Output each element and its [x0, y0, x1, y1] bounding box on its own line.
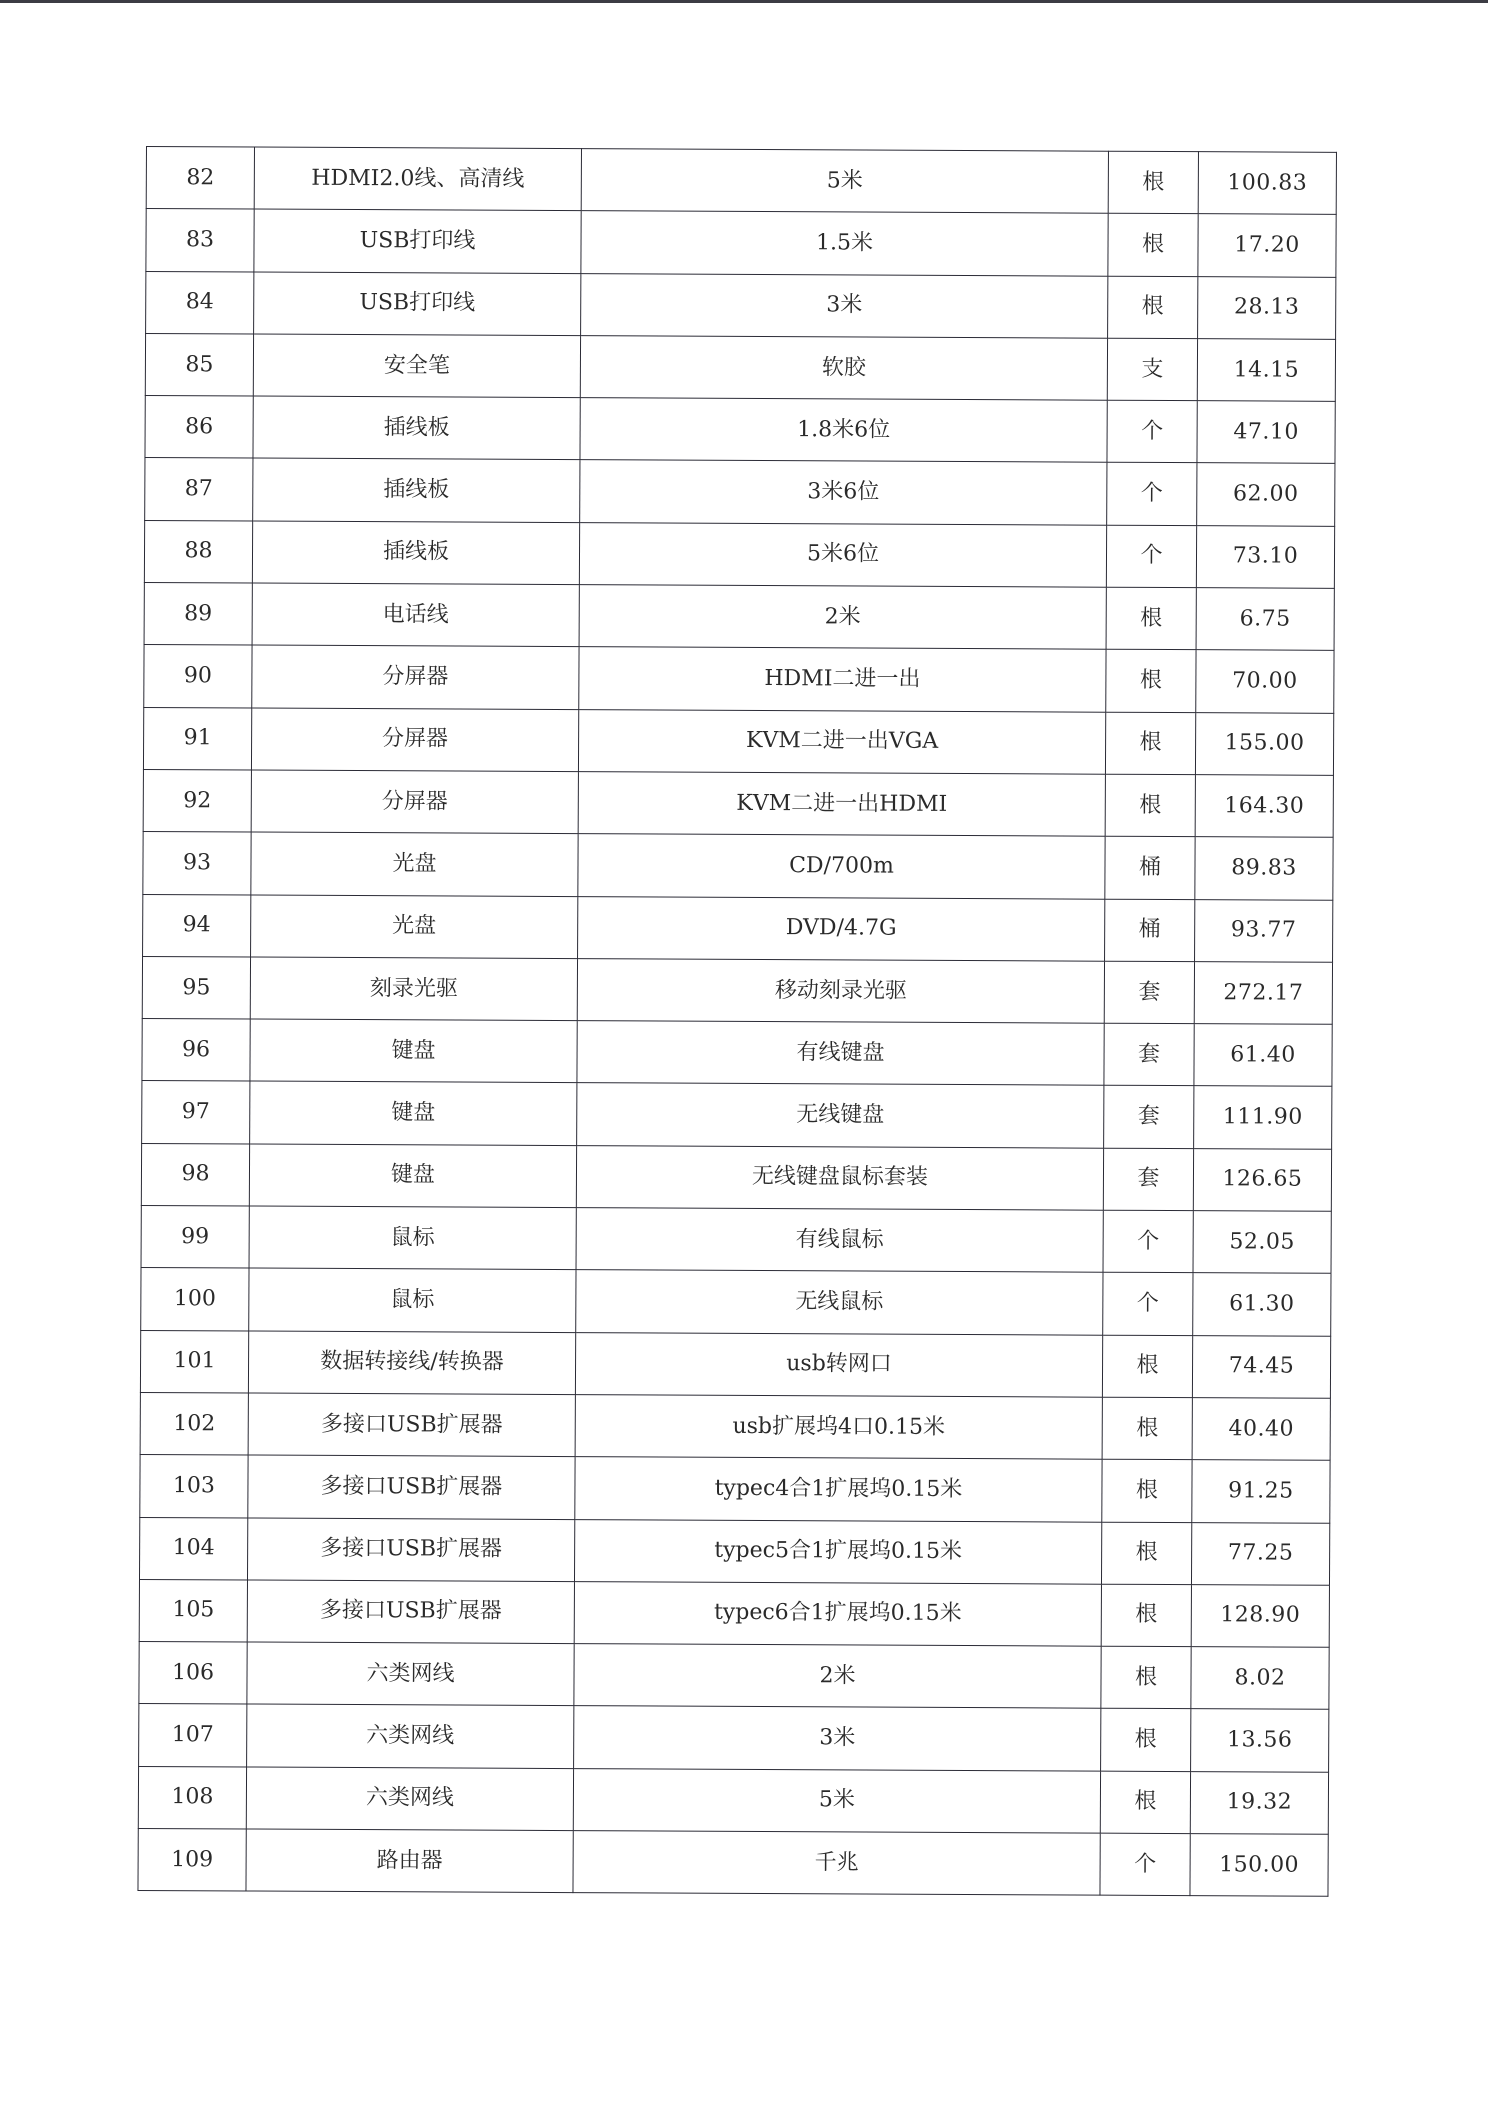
item-unit-cell: 根	[1100, 1771, 1190, 1834]
item-number-cell: 106	[139, 1642, 247, 1705]
item-spec-cell: typec5合1扩展坞0.15米	[574, 1519, 1101, 1584]
item-spec-cell: 有线鼠标	[576, 1208, 1103, 1273]
item-number-cell: 89	[144, 583, 252, 646]
item-name-cell: HDMI2.0线、高清线	[254, 147, 581, 211]
scan-top-edge	[0, 0, 1488, 3]
item-spec-cell: DVD/4.7G	[578, 896, 1105, 961]
item-spec-cell: 无线鼠标	[576, 1270, 1103, 1335]
item-price-cell: 100.83	[1198, 152, 1336, 215]
item-number-cell: 103	[140, 1455, 248, 1518]
item-number-cell: 88	[144, 520, 252, 583]
item-unit-cell: 桶	[1105, 899, 1195, 962]
item-spec-cell: KVM二进一出HDMI	[578, 772, 1105, 837]
item-unit-cell: 根	[1105, 774, 1195, 837]
item-name-cell: 键盘	[250, 1019, 577, 1083]
table-row	[143, 832, 1333, 900]
item-price-cell: 61.40	[1194, 1024, 1332, 1087]
item-number-cell: 100	[141, 1268, 249, 1331]
item-name-cell: 光盘	[251, 832, 578, 896]
item-price-cell: 128.90	[1191, 1584, 1329, 1647]
item-number-cell: 98	[141, 1143, 249, 1206]
table-row	[140, 1330, 1330, 1398]
table-row	[141, 1143, 1331, 1211]
item-number-cell: 107	[139, 1704, 247, 1767]
item-name-cell: 安全笔	[253, 334, 580, 398]
item-name-cell: 鼠标	[249, 1206, 576, 1270]
item-price-cell: 73.10	[1196, 525, 1334, 588]
item-price-cell: 150.00	[1190, 1834, 1328, 1897]
item-price-cell: 8.02	[1191, 1647, 1329, 1710]
item-name-cell: 分屏器	[252, 645, 579, 709]
item-price-cell: 91.25	[1192, 1460, 1330, 1523]
item-name-cell: 六类网线	[246, 1767, 573, 1831]
item-name-cell: 插线板	[253, 459, 580, 523]
item-unit-cell: 个	[1103, 1273, 1193, 1336]
item-price-cell: 17.20	[1198, 214, 1336, 277]
item-unit-cell: 支	[1107, 338, 1197, 401]
item-unit-cell: 根	[1108, 276, 1198, 339]
item-price-cell: 28.13	[1198, 276, 1336, 339]
item-spec-cell: 软胶	[580, 336, 1107, 401]
item-unit-cell: 个	[1107, 463, 1197, 526]
item-spec-cell: 千兆	[573, 1831, 1100, 1896]
item-name-cell: 键盘	[250, 1081, 577, 1145]
item-unit-cell: 套	[1104, 1086, 1194, 1149]
item-spec-cell: 3米6位	[580, 460, 1107, 525]
item-price-cell: 164.30	[1195, 775, 1333, 838]
item-price-cell: 61.30	[1193, 1273, 1331, 1336]
table-row	[140, 1455, 1330, 1523]
item-price-cell: 13.56	[1191, 1709, 1329, 1772]
item-spec-cell: usb扩展坞4口0.15米	[575, 1395, 1102, 1460]
item-spec-cell: 无线键盘鼠标套装	[576, 1145, 1103, 1210]
item-name-cell: 光盘	[251, 895, 578, 959]
item-number-cell: 108	[138, 1766, 246, 1829]
item-spec-cell: KVM二进一出VGA	[578, 709, 1105, 774]
item-price-cell: 272.17	[1194, 961, 1332, 1024]
table-row	[145, 333, 1335, 401]
item-name-cell: 键盘	[249, 1144, 576, 1208]
table-row	[144, 645, 1334, 713]
price-table	[137, 146, 1337, 1897]
item-spec-cell: 移动刻录光驱	[577, 958, 1104, 1023]
table-row	[138, 1766, 1328, 1834]
item-number-cell: 104	[139, 1517, 247, 1580]
item-unit-cell: 个	[1106, 525, 1196, 588]
item-name-cell: 鼠标	[249, 1268, 576, 1332]
item-unit-cell: 根	[1108, 213, 1198, 276]
item-price-cell: 155.00	[1195, 712, 1333, 775]
table-row	[142, 956, 1332, 1024]
item-number-cell: 84	[146, 271, 254, 334]
table-row	[142, 1081, 1332, 1149]
item-spec-cell: HDMI二进一出	[579, 647, 1106, 712]
item-name-cell: USB打印线	[254, 272, 581, 336]
table-row	[142, 1019, 1332, 1087]
item-spec-cell: 5米6位	[579, 522, 1106, 587]
item-price-cell: 19.32	[1190, 1771, 1328, 1834]
item-unit-cell: 根	[1102, 1459, 1192, 1522]
item-spec-cell: 2米	[574, 1644, 1101, 1709]
item-spec-cell: 3米	[581, 273, 1108, 338]
item-spec-cell: 5米	[573, 1768, 1100, 1833]
item-unit-cell: 套	[1104, 1023, 1194, 1086]
item-spec-cell: 有线键盘	[577, 1021, 1104, 1086]
item-price-cell: 77.25	[1191, 1522, 1329, 1585]
item-unit-cell: 个	[1103, 1210, 1193, 1273]
item-number-cell: 93	[143, 832, 251, 895]
item-spec-cell: 3米	[574, 1706, 1101, 1771]
item-unit-cell: 根	[1108, 151, 1198, 214]
item-number-cell: 105	[139, 1579, 247, 1642]
item-number-cell: 82	[146, 147, 254, 210]
item-name-cell: 电话线	[252, 583, 579, 647]
item-name-cell: 分屏器	[251, 708, 578, 772]
table-row	[139, 1642, 1329, 1710]
item-price-cell: 111.90	[1194, 1086, 1332, 1149]
item-unit-cell: 根	[1105, 712, 1195, 775]
table-row	[139, 1704, 1329, 1772]
table-row	[140, 1392, 1330, 1460]
price-table-body	[138, 147, 1337, 1897]
item-unit-cell: 个	[1107, 400, 1197, 463]
item-number-cell: 95	[142, 956, 250, 1019]
item-price-cell: 126.65	[1193, 1148, 1331, 1211]
table-row	[146, 271, 1336, 339]
item-unit-cell: 根	[1102, 1397, 1192, 1460]
item-unit-cell: 根	[1101, 1646, 1191, 1709]
item-price-cell: 14.15	[1197, 339, 1335, 402]
item-number-cell: 99	[141, 1206, 249, 1269]
item-number-cell: 102	[140, 1392, 248, 1455]
item-unit-cell: 个	[1100, 1833, 1190, 1896]
item-name-cell: USB打印线	[254, 209, 581, 273]
item-spec-cell: typec4合1扩展坞0.15米	[575, 1457, 1102, 1522]
item-number-cell: 87	[145, 458, 253, 521]
item-number-cell: 92	[143, 769, 251, 832]
item-name-cell: 插线板	[252, 521, 579, 585]
item-number-cell: 83	[146, 209, 254, 272]
item-number-cell: 90	[144, 645, 252, 708]
item-price-cell: 47.10	[1197, 401, 1335, 464]
item-unit-cell: 根	[1106, 650, 1196, 713]
item-spec-cell: 1.5米	[581, 211, 1108, 276]
item-name-cell: 插线板	[253, 396, 580, 460]
item-price-cell: 62.00	[1197, 463, 1335, 526]
item-price-cell: 74.45	[1192, 1335, 1330, 1398]
item-price-cell: 70.00	[1196, 650, 1334, 713]
item-spec-cell: 5米	[581, 149, 1108, 214]
item-name-cell: 六类网线	[247, 1642, 574, 1706]
item-price-cell: 40.40	[1192, 1398, 1330, 1461]
table-row	[146, 209, 1336, 277]
item-price-cell: 6.75	[1196, 588, 1334, 651]
item-number-cell: 94	[143, 894, 251, 957]
item-spec-cell: usb转网口	[575, 1332, 1102, 1397]
item-number-cell: 86	[145, 396, 253, 459]
item-price-cell: 52.05	[1193, 1211, 1331, 1274]
item-unit-cell: 套	[1103, 1148, 1193, 1211]
item-unit-cell: 根	[1101, 1709, 1191, 1772]
item-spec-cell: 1.8米6位	[580, 398, 1107, 463]
table-row	[139, 1579, 1329, 1647]
item-unit-cell: 根	[1106, 587, 1196, 650]
item-spec-cell: typec6合1扩展坞0.15米	[574, 1581, 1101, 1646]
item-unit-cell: 套	[1104, 961, 1194, 1024]
item-price-cell: 89.83	[1195, 837, 1333, 900]
table-row	[143, 769, 1333, 837]
table-row	[141, 1206, 1331, 1274]
item-name-cell: 多接口USB扩展器	[248, 1393, 575, 1457]
item-number-cell: 101	[140, 1330, 248, 1393]
table-row	[144, 583, 1334, 651]
item-price-cell: 93.77	[1195, 899, 1333, 962]
table-row	[146, 147, 1336, 215]
price-table-container	[137, 146, 1336, 1897]
item-name-cell: 多接口USB扩展器	[247, 1518, 574, 1582]
item-unit-cell: 根	[1101, 1522, 1191, 1585]
item-spec-cell: 2米	[579, 585, 1106, 650]
table-row	[145, 458, 1335, 526]
item-number-cell: 109	[138, 1828, 246, 1891]
table-row	[138, 1828, 1328, 1896]
item-spec-cell: 无线键盘	[577, 1083, 1104, 1148]
item-name-cell: 多接口USB扩展器	[247, 1580, 574, 1644]
item-number-cell: 97	[142, 1081, 250, 1144]
item-number-cell: 96	[142, 1019, 250, 1082]
table-row	[139, 1517, 1329, 1585]
item-name-cell: 路由器	[246, 1829, 573, 1893]
table-row	[143, 707, 1333, 775]
table-row	[143, 894, 1333, 962]
item-number-cell: 85	[145, 333, 253, 396]
item-name-cell: 多接口USB扩展器	[248, 1455, 575, 1519]
item-unit-cell: 桶	[1105, 836, 1195, 899]
table-row	[145, 396, 1335, 464]
item-name-cell: 六类网线	[247, 1704, 574, 1768]
item-name-cell: 数据转接线/转换器	[248, 1331, 575, 1395]
item-name-cell: 分屏器	[251, 770, 578, 834]
item-unit-cell: 根	[1101, 1584, 1191, 1647]
item-unit-cell: 根	[1102, 1335, 1192, 1398]
item-spec-cell: CD/700m	[578, 834, 1105, 899]
table-row	[144, 520, 1334, 588]
item-number-cell: 91	[143, 707, 251, 770]
item-name-cell: 刻录光驱	[250, 957, 577, 1021]
table-row	[141, 1268, 1331, 1336]
